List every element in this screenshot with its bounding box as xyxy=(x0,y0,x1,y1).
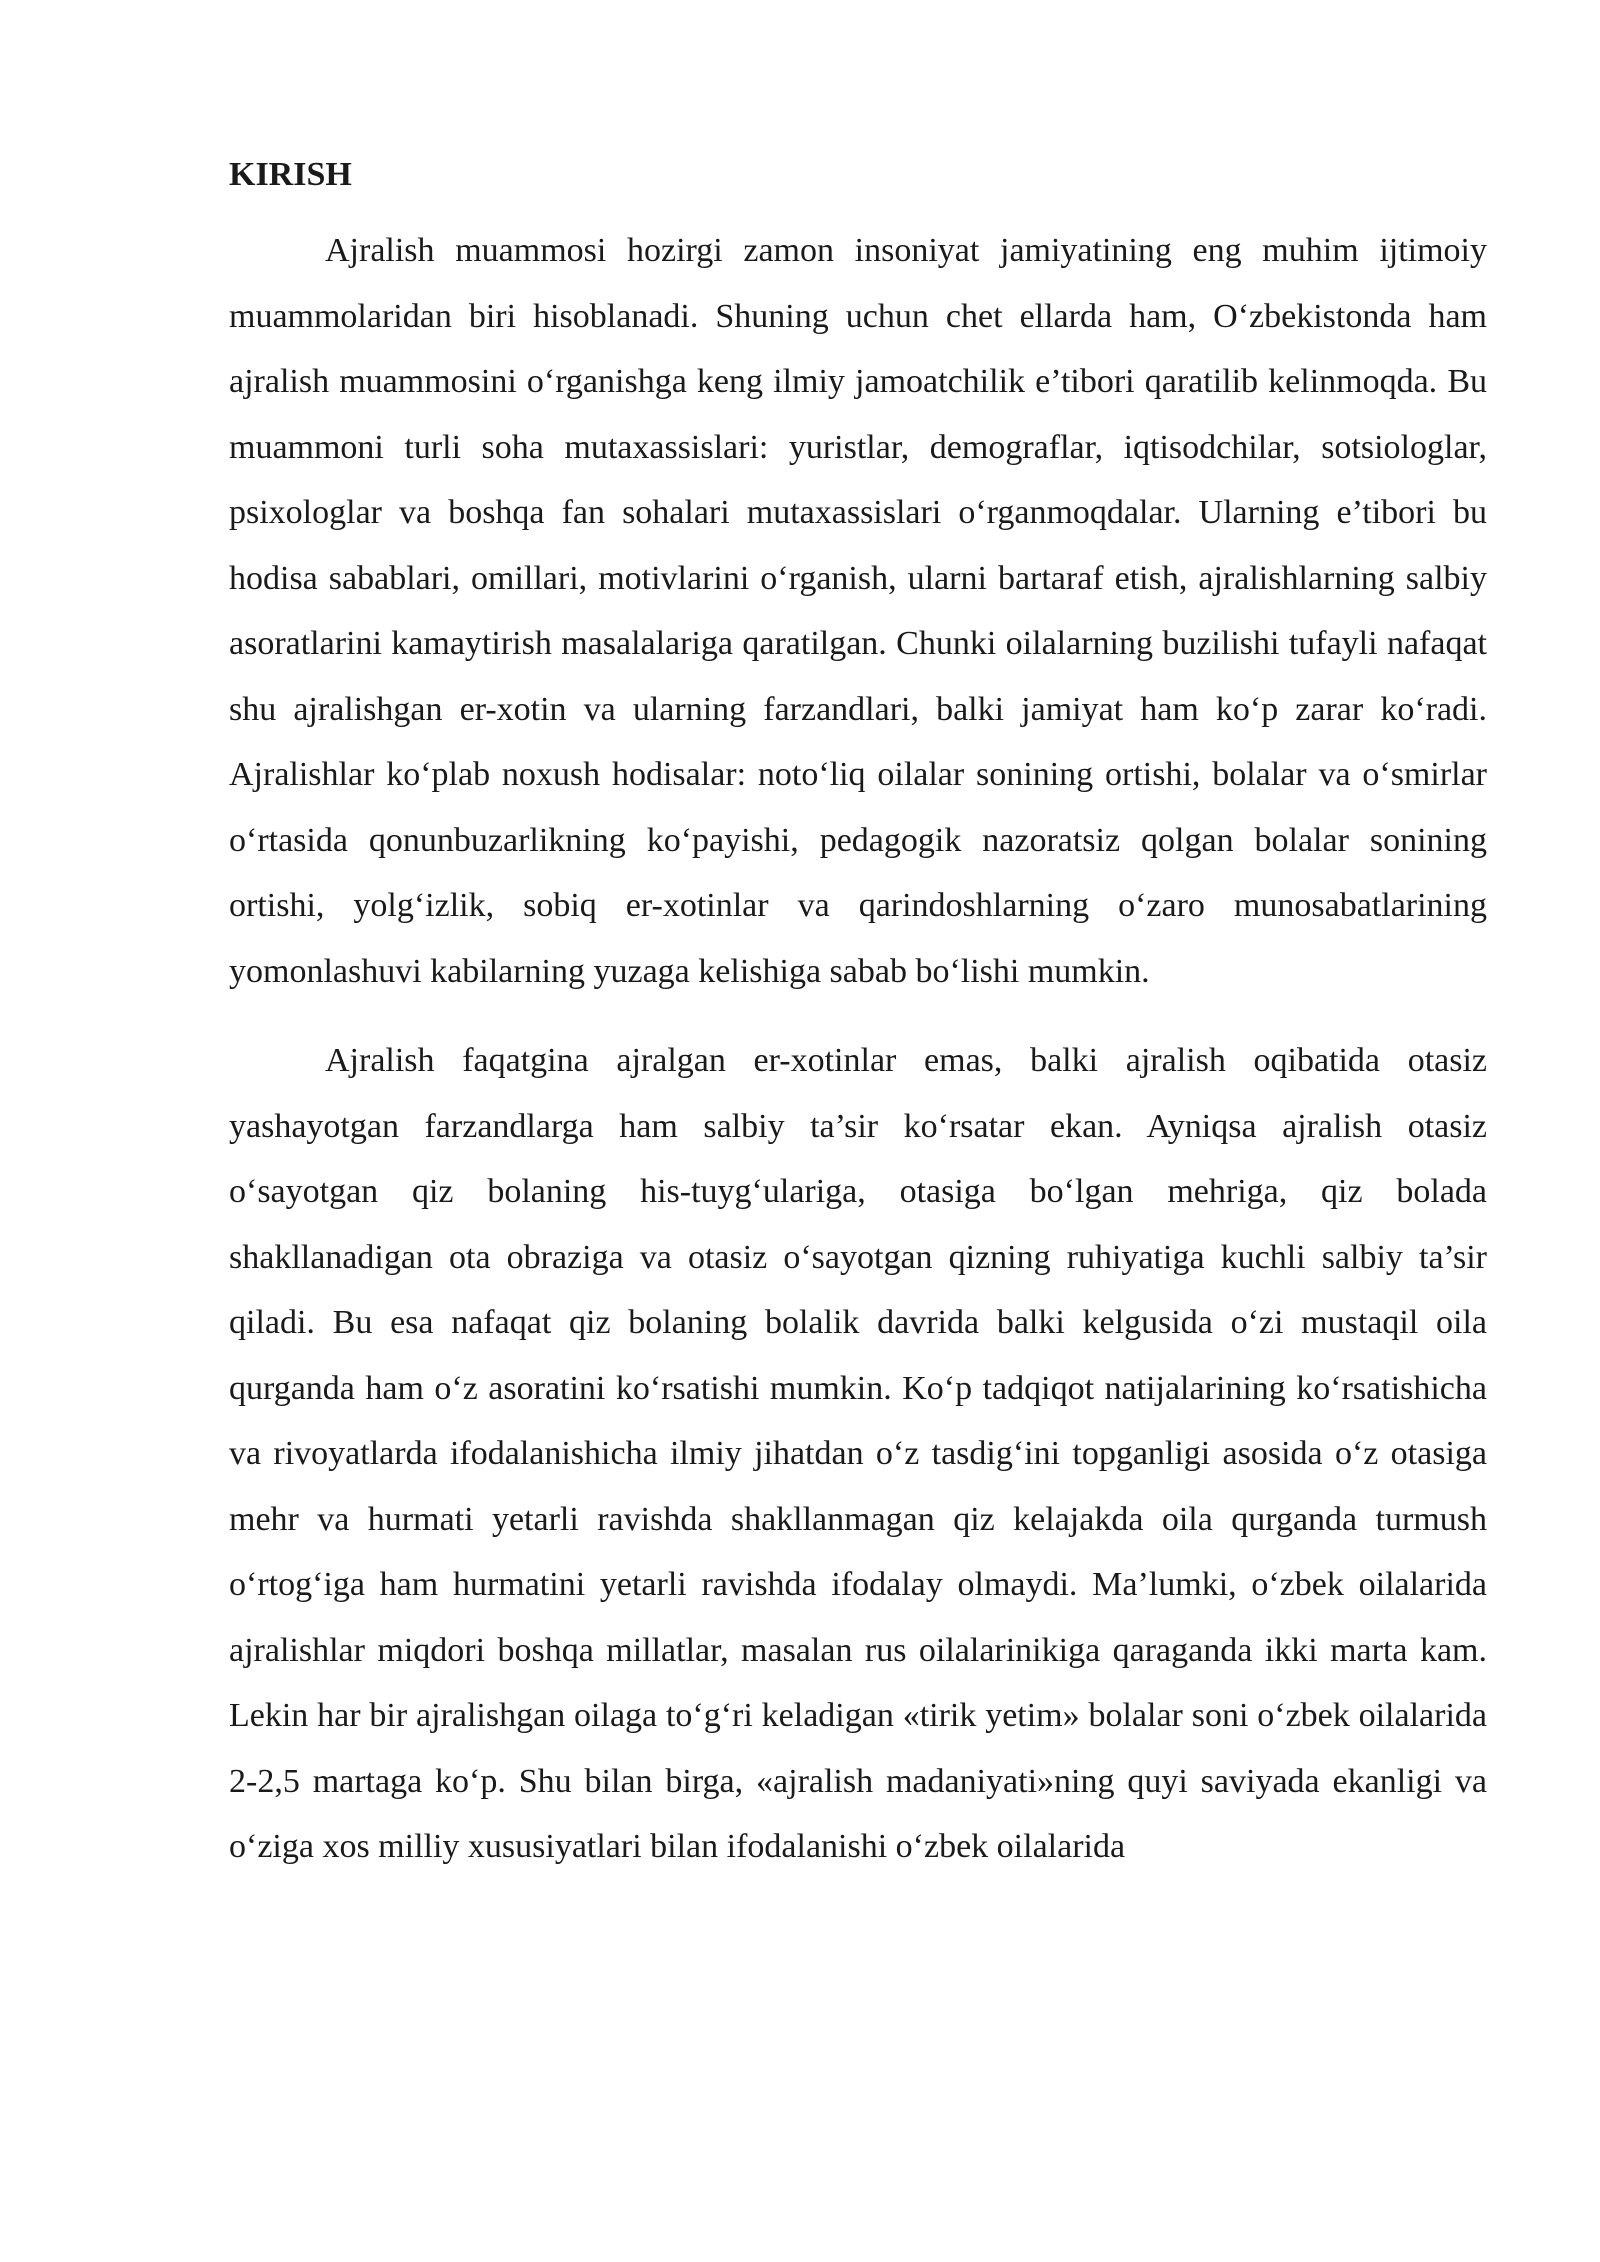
paragraph-1: Ajralish muammosi hozirgi zamon insoniyat jamiyatining eng muhim ijtimoiy muammolaridan biri hisoblanadi. Shuning uchun chet ellarda ham, O‘zbekistonda ham ajralish muammosini o‘rganishga keng ilmiy jamoatchilik e’tibori qaratilib kelinmoqda. Bu muammoni turli soha mutaxassislari: yuristlar, demograflar, iqtisodchilar, sotsiologlar, psixologlar va boshqa fan sohalari mutaxassislari o‘rganmoqdalar. Ularning e’tibori bu hodisa sabablari, omillari, motivlarini o‘rganish, ularni bartaraf etish, ajralishlarning salbiy asoratlarini kamaytirish masalalariga qaratilgan. Chunki oilalarning buzilishi tufayli nafaqat shu ajralishgan er-xotin va ularning farzandlari, balki jamiyat ham ko‘p zarar ko‘radi. Ajralishlar ko‘plab noxush hodisalar: noto‘liq oilalar sonining ortishi, bolalar va o‘smirlar o‘rtasida qonunbuzarlikning ko‘payishi, pedagogik nazoratsiz qolgan bolalar sonining ortishi, yolg‘izlik, sobiq er-xotinlar va qarindoshlarning o‘zaro munosabatlarining yomonlashuvi kabilarning yuzaga kelishiga sabab bo‘lishi mumkin. xyxy=(229,232,1487,990)
paragraph-2: Ajralish faqatgina ajralgan er-xotinlar emas, balki ajralish oqibatida otasiz yashayotgan farzandlarga ham salbiy ta’sir ko‘rsatar ekan. Ayniqsa ajralish otasiz o‘sayotgan qiz bolaning his-tuyg‘ulariga, otasiga bo‘lgan mehriga, qiz bolada shakllanadigan ota obraziga va otasiz o‘sayotgan qizning ruhiyatiga kuchli salbiy ta’sir qiladi. Bu esa nafaqat qiz bolaning bolalik davrida balki kelgusida o‘zi mustaqil oila qurganda ham o‘z asoratini ko‘rsatishi mumkin. Ko‘p tadqiqot natijalarining ko‘rsatishicha va rivoyatlarda ifodalanishicha ilmiy jihatdan o‘z tasdig‘ini topganligi asosida o‘z otasiga mehr va hurmati yetarli ravishda shakllanmagan qiz kelajakda oila qurganda turmush o‘rtog‘iga ham hurmatini yetarli ravishda ifodalay olmaydi. Ma’lumki, o‘zbek oilalarida ajralishlar miqdori boshqa millatlar, masalan rus oilalarinikiga qaraganda ikki marta kam. Lekin har bir ajralishgan oilaga to‘g‘ri keladigan «tirik yetim» bolalar soni o‘zbek oilalarida 2-2,5 martaga ko‘p. Shu bilan birga, «ajralish madaniyati»ning quyi saviyada ekanligi va o‘ziga xos milliy xususiyatlari bilan ifodalanishi o‘zbek oilalarida xyxy=(229,1042,1487,1865)
section-heading: KIRISH xyxy=(229,156,352,193)
document-page xyxy=(229,150,1487,1880)
